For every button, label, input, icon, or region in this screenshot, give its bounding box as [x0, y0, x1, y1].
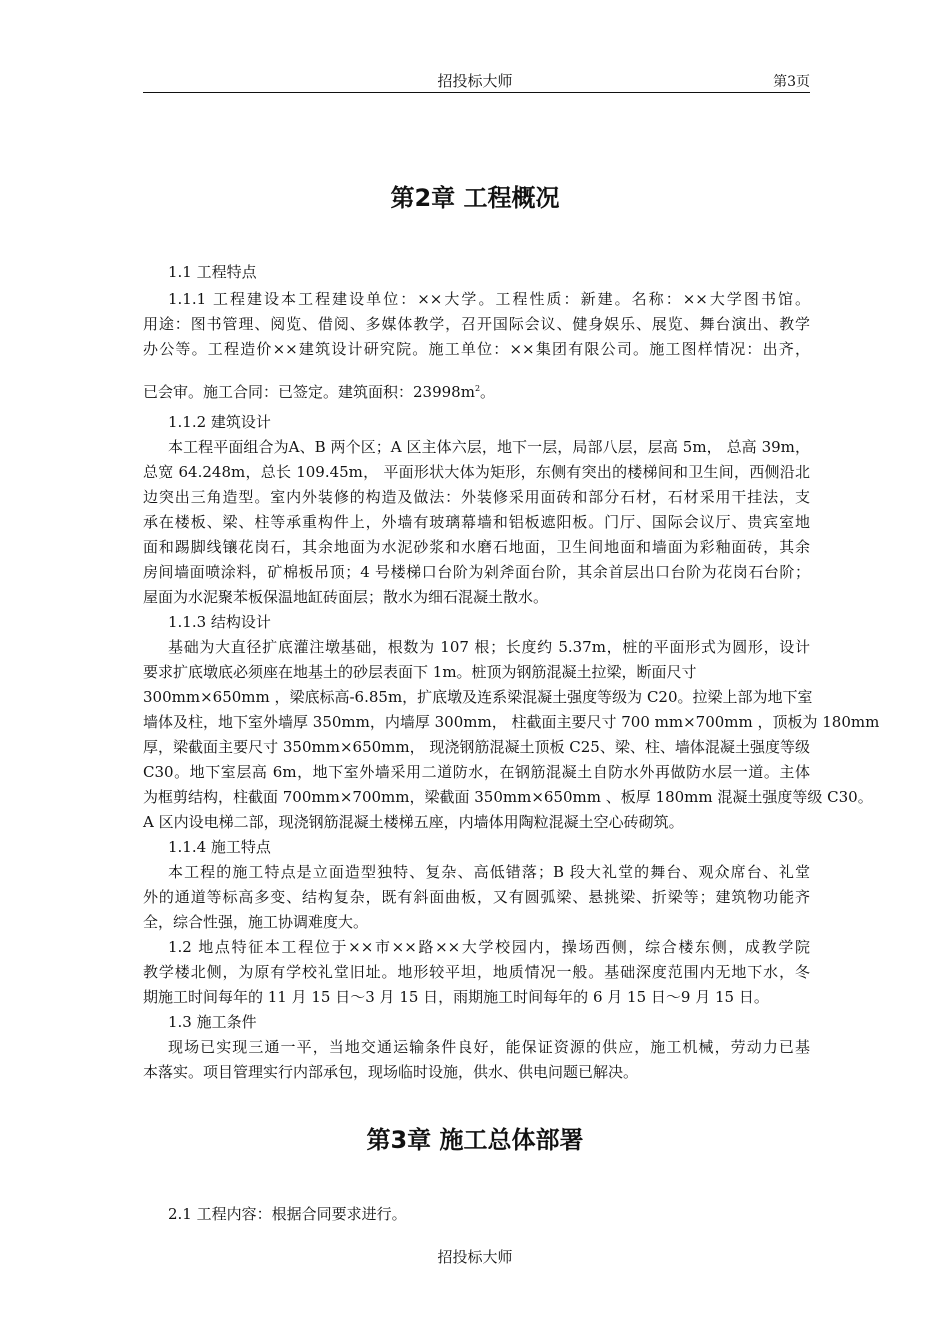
s114-line-3: 全，综合性强，施工协调难度大。 — [143, 913, 369, 931]
s12-line-2: 教学楼北侧，为原有学校礼堂旧址。地形较平坦，地质情况一般。基础深度范围内无地下水，冬 — [143, 963, 810, 981]
section-1-1-3-heading: 1.1.3 结构设计 — [168, 613, 271, 631]
s112-line-2: 总宽 64.248m，总长 109.45m， 平面形状大体为矩形，东侧有突出的楼梯间和卫生间，西侧沿北 — [143, 463, 810, 481]
footer-title: 招投标大师 — [437, 1248, 513, 1266]
s114-line-1: 本工程的施工特点是立面造型独特、复杂、高低错落；B 段大礼堂的舞台、观众席台、礼堂 — [168, 863, 810, 881]
header-title: 招投标大师 — [437, 72, 513, 90]
s111-line-4-end: 。 — [480, 383, 496, 401]
s113-line-3: 300mm×650mm ，梁底标高-6.85m，扩底墩及连系梁混凝土强度等级为 C20。拉梁上部为地下室 — [143, 688, 813, 706]
section-1-1-heading: 1.1 工程特点 — [168, 263, 257, 281]
s113-line-6: C30。地下室层高 6m，地下室外墙采用二道防水，在钢筋混凝土自防水外再做防水层一道。主体 — [143, 763, 810, 781]
header-divider — [143, 92, 810, 93]
s112-line-3: 边突出三角造型。室内外装修的构造及做法：外装修采用面砖和部分石材，石材采用干挂法，支 — [143, 488, 810, 506]
area-superscript: 2 — [474, 384, 481, 393]
s111-line-3: 办公等。工程造价××建筑设计研究院。施工单位：××集团有限公司。施工图样情况：出齐， — [143, 340, 810, 358]
s112-line-5: 面和踢脚线镶花岗石，其余地面为水泥砂浆和水磨石地面，卫生间地面和墙面为彩釉面砖，其余 — [143, 538, 810, 556]
page-number: 第3页 — [773, 74, 810, 90]
section-1-1-2-heading: 1.1.2 建筑设计 — [168, 413, 271, 431]
s111-line-1: 1.1.1 工程建设本工程建设单位：××大学。工程性质：新建。名称：××大学图书馆。 — [168, 290, 810, 308]
s112-line-6: 房间墙面喷涂料，矿棉板吊顶；4 号楼梯口台阶为剁斧面台阶，其余首层出口台阶为花岗石台阶； — [143, 563, 810, 581]
s13-line-1: 现场已实现三通一平，当地交通运输条件良好，能保证资源的供应，施工机械，劳动力已基 — [168, 1038, 810, 1056]
s111-line-4-text: 已会审。施工合同：已签定。建筑面积：23998m — [143, 383, 475, 401]
s113-line-4: 墙体及柱，地下室外墙厚 350mm，内墙厚 300mm， 柱截面主要尺寸 700 mm×700mm ，顶板为 180mm — [143, 713, 880, 731]
s112-line-7: 屋面为水泥聚苯板保温地缸砖面层；散水为细石混凝土散水。 — [143, 588, 549, 606]
s112-line-1: 本工程平面组合为A、B 两个区；A 区主体六层，地下一层，局部八层，层高 5m， 总高 39m， — [168, 438, 810, 456]
section-1-1-4-heading: 1.1.4 施工特点 — [168, 838, 271, 856]
s21-line-1: 2.1 工程内容：根据合同要求进行。 — [168, 1205, 407, 1223]
s111-line-4 — [143, 377, 810, 401]
s113-line-5: 厚，梁截面主要尺寸 350mm×650mm， 现浇钢筋混凝土顶板 C25、梁、柱、墙体混凝土强度等级 — [143, 738, 810, 756]
chapter-3-title: 第3章 施工总体部署 — [366, 1126, 584, 1154]
section-1-3-heading: 1.3 施工条件 — [168, 1013, 257, 1031]
s13-line-2: 本落实。项目管理实行内部承包，现场临时设施，供水、供电问题已解决。 — [143, 1063, 639, 1081]
s12-line-1: 1.2 地点特征本工程位于××市××路××大学校园内，操场西侧，综合楼东侧，成教学院 — [168, 938, 810, 956]
chapter-2-title: 第2章 工程概况 — [390, 184, 560, 212]
s111-line-2: 用途：图书管理、阅览、借阅、多媒体教学，召开国际会议、健身娱乐、展览、舞台演出、教学 — [143, 315, 810, 333]
s113-line-2: 要求扩底墩底必须座在地基土的砂层表面下 1m。桩顶为钢筋混凝土拉梁，断面尺寸 — [143, 663, 697, 681]
s113-line-1: 基础为大直径扩底灌注墩基础，根数为 107 根；长度约 5.37m，桩的平面形式为圆形，设计 — [168, 638, 810, 656]
s113-line-7: 为框剪结构，柱截面 700mm×700mm，梁截面 350mm×650mm 、板厚 180mm 混凝土强度等级 C30。 — [143, 788, 873, 806]
s113-line-8: A 区内设电梯二部，现浇钢筋混凝土楼梯五座，内墙体用陶粒混凝土空心砖砌筑。 — [143, 813, 684, 831]
s112-line-4: 承在楼板、梁、柱等承重构件上，外墙有玻璃幕墙和铝板遮阳板。门厅、国际会议厅、贵宾室地 — [143, 513, 810, 531]
s114-line-2: 外的通道等标高多变、结构复杂，既有斜面曲板，又有圆弧梁、悬挑梁、折梁等；建筑物功能齐 — [143, 888, 810, 906]
s12-line-3: 期施工时间每年的 11 月 15 日～3 月 15 日，雨期施工时间每年的 6 月 15 日～9 月 15 日。 — [143, 988, 769, 1006]
